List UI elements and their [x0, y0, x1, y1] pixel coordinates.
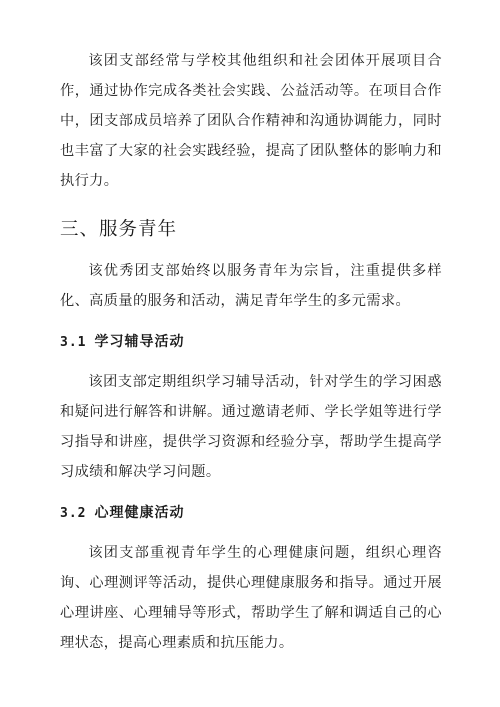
subsection-title: 心理健康活动: [94, 505, 185, 521]
section-heading-serve-youth: 三、服务青年: [60, 219, 178, 240]
paragraph-mental-health: 该团支部重视青年学生的心理健康问题，组织心理咨询、心理测评等活动，提供心理健康服务和指导。通过开展心理讲座、心理辅导等形式，帮助学生了解和调适自己的心理状态，提高心理素质和抗压能力。: [60, 545, 442, 651]
subsection-number: 3.2: [60, 506, 87, 521]
document-page: [60, 46, 442, 658]
subsection-heading-mental-health: [60, 503, 442, 524]
subsection-title: 学习辅导活动: [94, 334, 185, 350]
paragraph-serve-youth-intro: 该优秀团支部始终以服务青年为宗旨，注重提供多样化、高质量的服务和活动，满足青年学生的多元需求。: [60, 263, 442, 309]
paragraph-study-tutoring: 该团支部定期组织学习辅导活动，针对学生的学习困惑和疑问进行解答和讲解。通过邀请老师、学长学姐等进行学习指导和讲座，提供学习资源和经验分享，帮助学生提高学习成绩和解决学习问题。: [60, 374, 442, 480]
subsection-heading-study-tutoring: [60, 332, 442, 353]
paragraph-project-cooperation: 该团支部经常与学校其他组织和社会团体开展项目合作，通过协作完成各类社会实践、公益活动等。在项目合作中，团支部成员培养了团队合作精神和沟通协调能力，同时也丰富了大家的社会实践经验，提高了团队整体的影响力和执行力。: [60, 53, 442, 189]
subsection-number: 3.1: [60, 335, 87, 350]
